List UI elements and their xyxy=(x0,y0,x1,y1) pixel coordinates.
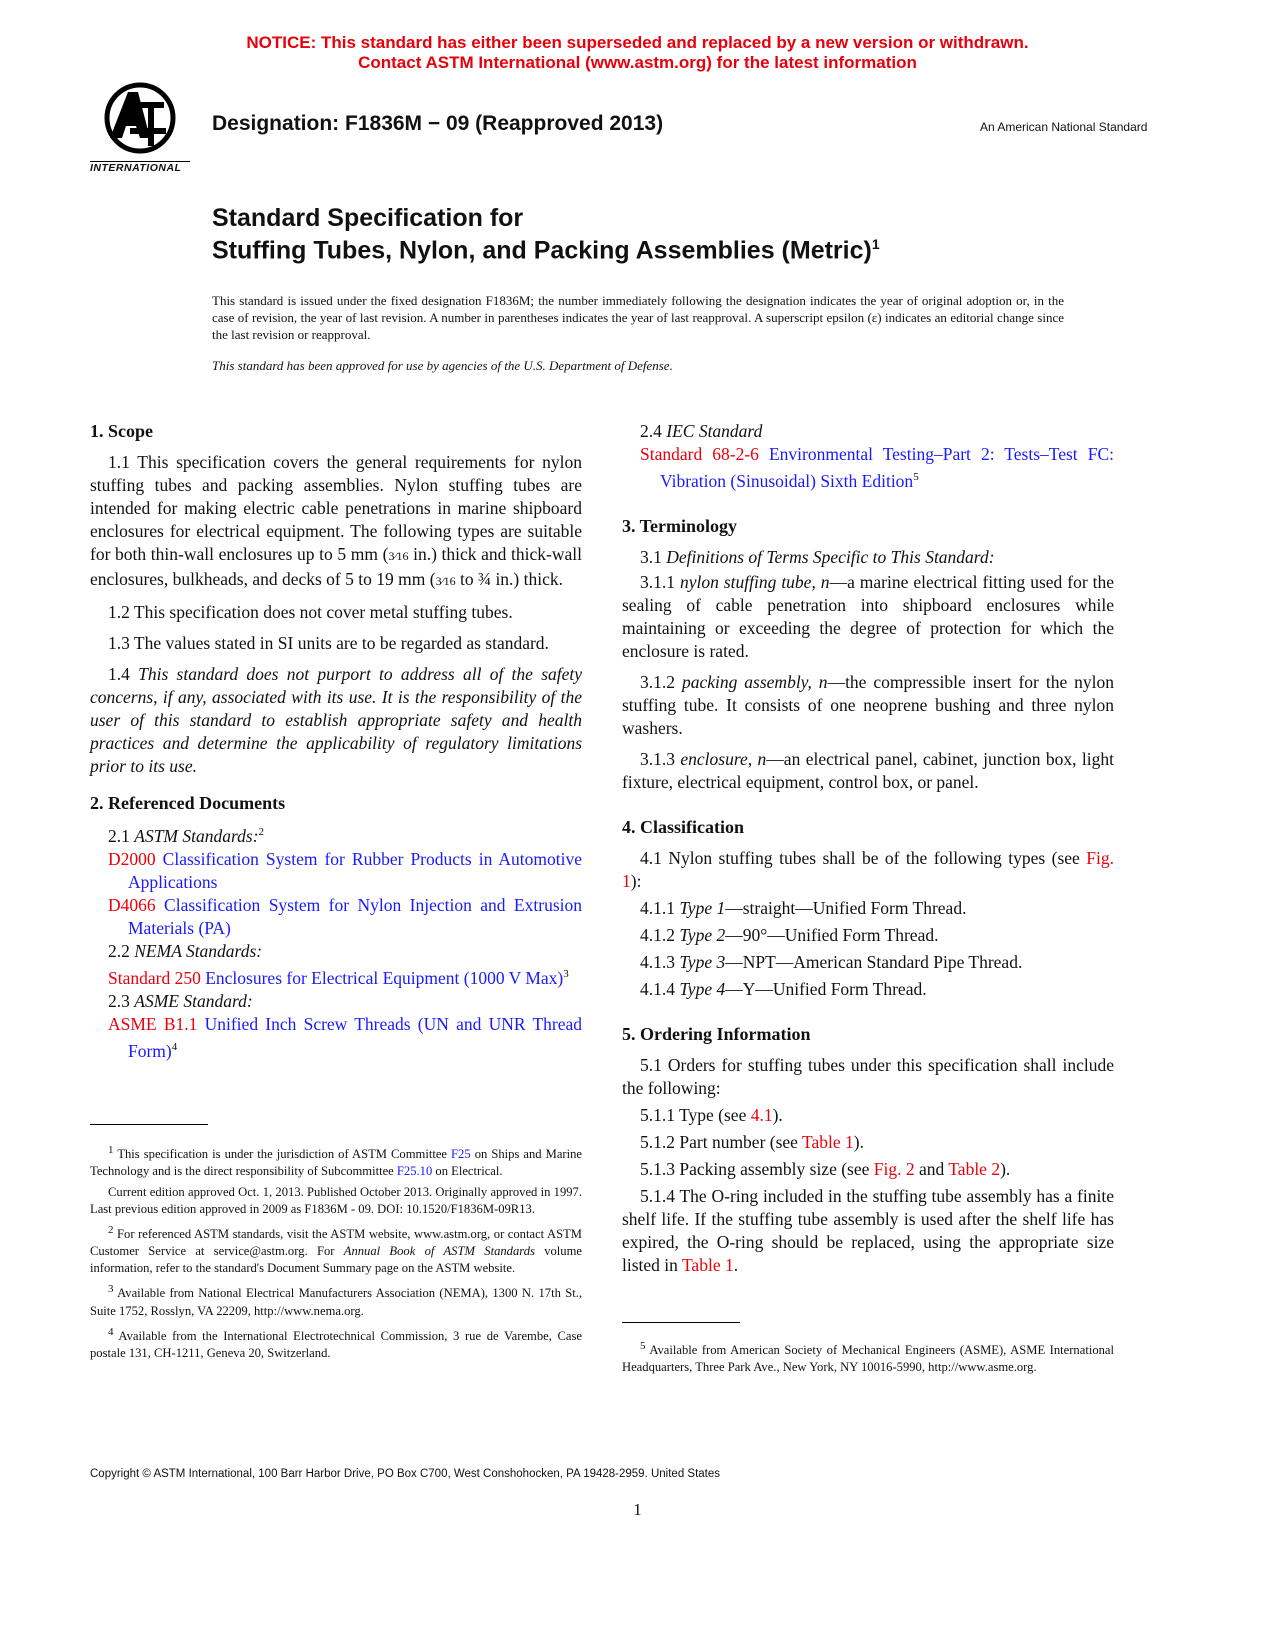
withdrawn-notice xyxy=(0,33,1275,73)
t4-desc: —Y—Unified Form Thread. xyxy=(725,978,927,999)
logo-caption: INTERNATIONAL xyxy=(90,161,190,174)
p3-1-3-def: —an electrical panel, cabinet, junction box, light fixture, electrical equipment, control box, or panel. xyxy=(622,748,1114,792)
para-3-1 xyxy=(622,546,1114,569)
para-1-3: 1.3 The values stated in SI units are to be regarded as standard. xyxy=(108,633,549,653)
para-5-1-1 xyxy=(622,1104,1114,1127)
title-line-2 xyxy=(212,236,880,265)
fn1-b: on Ships and Marine Technology and is the direct responsibility of Subcommittee xyxy=(90,1147,582,1179)
para-3-1-3 xyxy=(622,748,1114,794)
fraction-3-16-a: 3⁄16 xyxy=(388,549,409,563)
p5-1-3-text: 5.1.3 Packing assembly size (see xyxy=(640,1158,874,1179)
p4-1-text: 4.1 Nylon stuffing tubes shall be of the following types (see xyxy=(640,847,1087,868)
p5-1-4-text: 5.1.4 The O-ring included in the stuffing tube assembly has a finite shelf life. If the stuffing tube assembly is used after the shelf life has expired, the O-ring should be replaced, using the appropriate size listed in xyxy=(622,1185,1114,1275)
ref-iec-sup: 5 xyxy=(913,471,919,483)
para-1-4-text: This standard does not purport to address all of the safety concerns, if any, associated with its use. It is the responsibility of the user of this standard to establish appropriate safety and health practices and determine the applicability of regulatory limitations prior to its use. xyxy=(90,664,583,776)
footnote-3 xyxy=(90,1281,582,1319)
section-4-heading: 4. Classification xyxy=(622,816,745,837)
iec-label: IEC Standard xyxy=(666,421,763,441)
footnote-4 xyxy=(90,1324,582,1362)
designation: Designation: F1836M − 09 (Reapproved 2013) xyxy=(212,112,664,135)
footnotes-right xyxy=(622,1338,1114,1380)
p3-1-3-num: 3.1.3 xyxy=(640,748,681,769)
nema-label-num: 2.2 xyxy=(108,940,135,961)
t3-type: Type 3 xyxy=(679,951,726,972)
astm-label: ASTM Standards: xyxy=(134,825,259,846)
para-5-1: 5.1 Orders for stuffing tubes under this specification shall include the following: xyxy=(622,1054,1114,1098)
fig-2-link[interactable]: Fig. 2 xyxy=(873,1158,915,1179)
ref-iec-title[interactable]: Environmental Testing–Part 2: Tests–Test FC: Vibration (Sinusoidal) Sixth Edition xyxy=(660,444,1114,491)
section-3-heading: 3. Terminology xyxy=(622,515,738,536)
fn5-mark: 5 xyxy=(640,1340,646,1352)
copyright-line: Copyright © ASTM International, 100 Barr Harbor Drive, PO Box C700, West Conshohocken, PA 19428-2959. United States xyxy=(90,1468,721,1480)
asme-label: ASME Standard: xyxy=(134,990,253,1011)
asme-standard-label xyxy=(90,990,582,1013)
p5-1-3-and: and xyxy=(914,1158,949,1179)
ref-d2000-title[interactable]: Classification System for Rubber Products in Automotive Applications xyxy=(128,848,582,892)
p5-1-4-end: . xyxy=(733,1254,739,1275)
fn5-text: Available from American Society of Mechanical Engineers (ASME), ASME International Headquarters, Three Park Ave., New York, NY 10016-5990, http://www.asme.org. xyxy=(622,1343,1114,1375)
iec-standard-label xyxy=(622,420,1114,443)
p5-1-1-text: 5.1.1 Type (see xyxy=(640,1104,751,1125)
ref-nema-code[interactable]: Standard 250 xyxy=(108,967,201,988)
right-column xyxy=(622,420,1114,1277)
p5-1-2-end: ). xyxy=(853,1131,864,1152)
t2-desc: —90°—Unified Form Thread. xyxy=(725,924,939,945)
left-column xyxy=(90,420,582,1062)
footnote-2 xyxy=(90,1222,582,1277)
t3-num: 4.1.3 xyxy=(640,951,680,972)
para-1-1-c: to ¾ in.) thick. xyxy=(455,569,563,589)
para-5-1-2 xyxy=(622,1131,1114,1154)
national-standard-label: An American National Standard xyxy=(980,120,1148,134)
para-4-1-4 xyxy=(622,978,1114,1001)
fig-1-link[interactable]: Fig. 1 xyxy=(622,847,1114,891)
para-1-4-num: 1.4 xyxy=(108,664,139,684)
dod-approval: This standard has been approved for use by agencies of the U.S. Department of Defense. xyxy=(212,358,673,373)
para-4-1 xyxy=(622,847,1114,893)
fn1-a: This specification is under the jurisdiction of ASTM Committee xyxy=(113,1147,452,1162)
ref-asme-title[interactable]: Unified Inch Screw Threads (UN and UNR Thread Form) xyxy=(128,1013,582,1061)
para-4-1-3 xyxy=(622,951,1114,974)
ref-asme-sup: 4 xyxy=(171,1040,178,1053)
t4-type: Type 4 xyxy=(679,978,726,999)
para-1-1-a: 1.1 This specification covers the general requirements for nylon stuffing tubes and packing assemblies. Nylon stuffing tubes are intended for making electric cable penetrations in marine shipboard enclosures for electrical equipment. The following types are suitable for both thin-wall enclosures up to 5 mm ( xyxy=(90,452,582,564)
astm-logo xyxy=(90,82,190,172)
p3-1-3-term: enclosure, n xyxy=(680,748,767,769)
t3-desc: —NPT—American Standard Pipe Thread. xyxy=(725,951,1023,972)
ref-iec-68-2-6 xyxy=(622,443,1114,493)
para-1-1-b: in.) thick and thick-wall enclosures, bulkheads, and decks of 5 to 19 mm ( xyxy=(90,544,582,589)
p3-1-1-num: 3.1.1 xyxy=(640,571,680,592)
p4-1-end: ): xyxy=(630,870,642,891)
fn1-mark: 1 xyxy=(108,1144,114,1156)
astm-sup: 2 xyxy=(258,826,265,838)
table-1-link[interactable]: Table 1 xyxy=(802,1131,854,1152)
fn2-italic: Annual Book of ASTM Standards xyxy=(343,1244,535,1259)
iec-label-num: 2.4 xyxy=(640,421,667,441)
footnote-rule-left xyxy=(90,1124,208,1125)
t2-type: Type 2 xyxy=(679,924,726,945)
nema-label: NEMA Standards: xyxy=(134,940,263,961)
t2-num: 4.1.2 xyxy=(640,924,680,945)
ref-d4066-code[interactable]: D4066 xyxy=(108,894,156,915)
para-4-1-2 xyxy=(622,924,1114,947)
section-2-heading: 2. Referenced Documents xyxy=(90,793,286,813)
section-4-1-link[interactable]: 4.1 xyxy=(750,1104,773,1125)
ref-d2000-code[interactable]: D2000 xyxy=(108,848,156,869)
fn2-a: For referenced ASTM standards, visit the ASTM website, www.astm.org, or contact ASTM Customer Service at service@astm.org. For xyxy=(90,1227,582,1259)
ref-asme-b1-1 xyxy=(90,1013,582,1063)
fn2-mark: 2 xyxy=(108,1224,114,1237)
p5-1-1-end: ). xyxy=(772,1104,783,1125)
table-2-link[interactable]: Table 2 xyxy=(948,1158,1001,1179)
asme-label-num: 2.3 xyxy=(108,990,135,1011)
footnote-1 xyxy=(90,1142,582,1180)
p3-1-2-term: packing assembly, n xyxy=(681,671,828,692)
p3-1-2-def: —the compressible insert for the nylon stuffing tube. It consists of one neoprene bushing and three nylon washers. xyxy=(622,671,1115,738)
fn1-link-f25-10[interactable]: F25.10 xyxy=(396,1164,433,1179)
fn1-c: on Electrical. xyxy=(432,1164,503,1179)
section-1-heading: 1. Scope xyxy=(90,421,153,441)
p5-1-2-text: 5.1.2 Part number (see xyxy=(640,1131,803,1152)
title-footnote-mark: 1 xyxy=(871,236,880,252)
fn3-text: Available from National Electrical Manufacturers Association (NEMA), 1300 N. 17th St., Suite 1752, Rosslyn, VA 22209, http://www.nema.org. xyxy=(90,1286,582,1318)
title-text: Stuffing Tubes, Nylon, and Packing Assemblies (Metric) xyxy=(212,236,872,265)
para-1-2: 1.2 This specification does not cover metal stuffing tubes. xyxy=(108,602,513,622)
t1-desc: —straight—Unified Form Thread. xyxy=(725,897,967,918)
ref-nema-sup: 3 xyxy=(563,967,569,980)
ref-d2000 xyxy=(90,848,582,894)
ref-nema-title[interactable]: Enclosures for Electrical Equipment (1000 V Max) xyxy=(200,967,564,988)
para-1-4 xyxy=(90,663,582,778)
footnotes-left xyxy=(90,1142,582,1366)
astm-standards-label xyxy=(90,821,582,848)
p3-1-2-num: 3.1.2 xyxy=(640,671,682,692)
t1-num: 4.1.1 xyxy=(640,897,680,918)
para-1-1 xyxy=(90,451,582,593)
page-number: 1 xyxy=(633,1500,642,1519)
p3-1-text: Definitions of Terms Specific to This Standard: xyxy=(666,546,995,567)
p3-1-1-term: nylon stuffing tube, n xyxy=(679,571,830,592)
footnote-5 xyxy=(622,1338,1114,1376)
astm-logo-mark xyxy=(90,82,190,154)
para-5-1-4 xyxy=(622,1185,1114,1277)
fraction-3-16-b: 3⁄16 xyxy=(435,574,456,588)
p5-1-3-end: ). xyxy=(1000,1158,1011,1179)
ref-asme-code[interactable]: ASME B1.1 xyxy=(108,1013,198,1034)
footnote-rule-right xyxy=(622,1322,740,1323)
astm-label-num: 2.1 xyxy=(108,825,135,846)
fn4-text: Available from the International Electrotechnical Commission, 3 rue de Varembe, Case postale 131, CH-1211, Geneva 20, Switzerland. xyxy=(90,1328,582,1360)
p3-1-1-def: —a marine electrical fitting used for the sealing of cable penetration into shipboard enclosures while maintaining or exceeding the degree of protection for which the enclosure is rated. xyxy=(622,571,1115,661)
ref-iec-code[interactable]: Standard 68-2-6 xyxy=(640,444,759,464)
ref-d4066 xyxy=(90,894,582,940)
section-5-heading: 5. Ordering Information xyxy=(622,1023,811,1044)
footnote-1-edition: Current edition approved Oct. 1, 2013. Published October 2013. Originally approved in 1997. Last previous edition approved in 2009 as F1836M - 09. DOI: 10.1520/F1836M-09R13. xyxy=(90,1185,582,1217)
para-5-1-3 xyxy=(622,1158,1114,1181)
table-1-link-2[interactable]: Table 1 xyxy=(681,1254,734,1275)
t1-type: Type 1 xyxy=(679,897,726,918)
fn4-mark: 4 xyxy=(108,1325,114,1338)
ref-d4066-title[interactable]: Classification System for Nylon Injection and Extrusion Materials (PA) xyxy=(128,894,582,938)
para-4-1-1 xyxy=(622,897,1114,920)
fn2-b: volume information, refer to the standard's Document Summary page on the ASTM website. xyxy=(90,1244,582,1276)
para-3-1-2 xyxy=(622,671,1114,740)
ref-nema-250 xyxy=(90,963,582,990)
fn3-mark: 3 xyxy=(108,1283,114,1296)
para-3-1-1 xyxy=(622,571,1114,663)
notice-line-2: Contact ASTM International (www.astm.org) for the latest information xyxy=(358,53,917,72)
issued-statement: This standard is issued under the fixed designation F1836M; the number immediately following the designation indicates the year of original adoption or, in the case of revision, the year of last revision. A number in parentheses indicates the year of last reapproval. A superscript epsilon (ε) indicates an editorial change since the last revision or reapproval. xyxy=(212,293,1064,342)
t4-num: 4.1.4 xyxy=(640,978,680,999)
notice-line-1: NOTICE: This standard has either been superseded and replaced by a new version or withdrawn. xyxy=(246,33,1029,52)
fn1-link-f25[interactable]: F25 xyxy=(451,1147,471,1162)
title-line-1: Standard Specification for xyxy=(212,204,524,232)
p3-1-num: 3.1 xyxy=(640,546,667,567)
nema-standards-label xyxy=(90,940,582,963)
